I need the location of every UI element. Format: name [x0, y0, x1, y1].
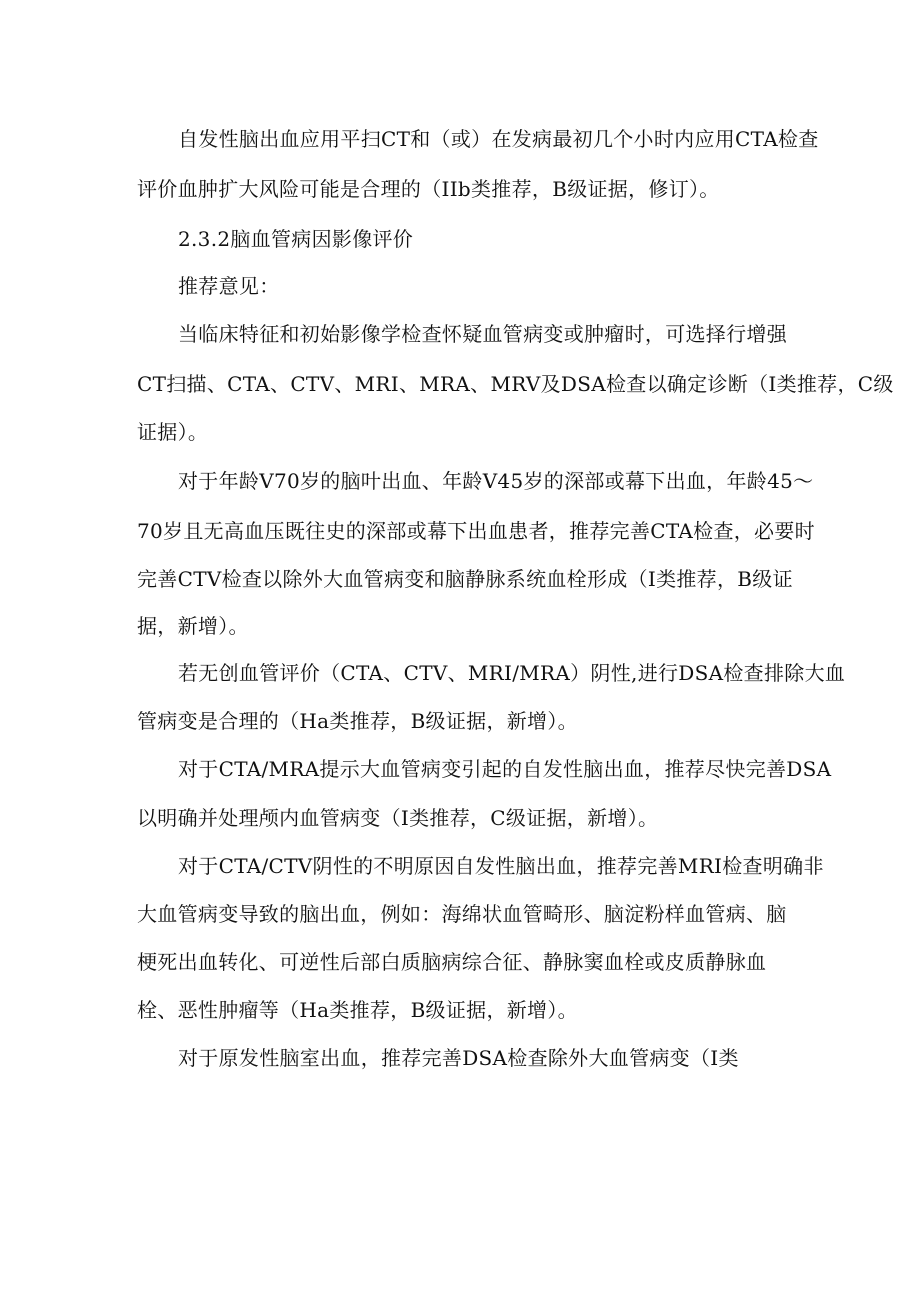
recommendation-label: 推荐意见：	[178, 274, 280, 298]
text-line: 以明确并处理颅内血管病变（I类推荐，C级证据，新增）。	[137, 806, 659, 830]
text-line: 对于CTA/MRA提示大血管病变引起的自发性脑出血，推荐尽快完善DSA	[178, 757, 832, 781]
text-line: 证据）。	[137, 420, 209, 444]
text-line: 对于原发性脑室出血，推荐完善DSA检查除外大血管病变（I类	[178, 1046, 739, 1070]
text-line: 当临床特征和初始影像学检查怀疑血管病变或肿瘤时，可选择行增强	[178, 322, 787, 346]
text-line: 对于CTA/CTV阴性的不明原因自发性脑出血，推荐完善MRI检查明确非	[178, 854, 824, 878]
text-line: 完善CTV检查以除外大血管病变和脑静脉系统血栓形成（I类推荐，B级证	[137, 567, 793, 591]
text-line: 若无创血管评价（CTA、CTV、MRI/MRA）阴性,进行DSA检查排除大血	[178, 661, 846, 685]
text-line: CT扫描、CTA、CTV、MRI、MRA、MRV及DSA检查以确定诊断（I类推荐，C级	[137, 372, 894, 396]
text-line: 评价血肿扩大风险可能是合理的（IIb类推荐，B级证据，修订）。	[137, 177, 720, 201]
text-line: 梗死出血转化、可逆性后部白质脑病综合征、静脉窦血栓或皮质静脉血	[137, 950, 767, 974]
text-line: 大血管病变导致的脑出血，例如：海绵状血管畸形、脑淀粉样血管病、脑	[137, 902, 787, 926]
text-line: 70岁且无高血压既往史的深部或幕下出血患者，推荐完善CTA检查，必要时	[137, 519, 815, 543]
text-line: 自发性脑出血应用平扫CT和（或）在发病最初几个小时内应用CTA检查	[178, 127, 819, 151]
text-line: 对于年龄V70岁的脑叶出血、年龄V45岁的深部或幕下出血，年龄45～	[178, 469, 814, 493]
text-line: 栓、恶性肿瘤等（Ha类推荐，B级证据，新增）。	[137, 998, 578, 1022]
text-line: 据，新增）。	[137, 614, 249, 638]
text-line: 管病变是合理的（Ha类推荐，B级证据，新增）。	[137, 709, 578, 733]
section-heading: 2.3.2脑血管病因影像评价	[178, 227, 414, 251]
